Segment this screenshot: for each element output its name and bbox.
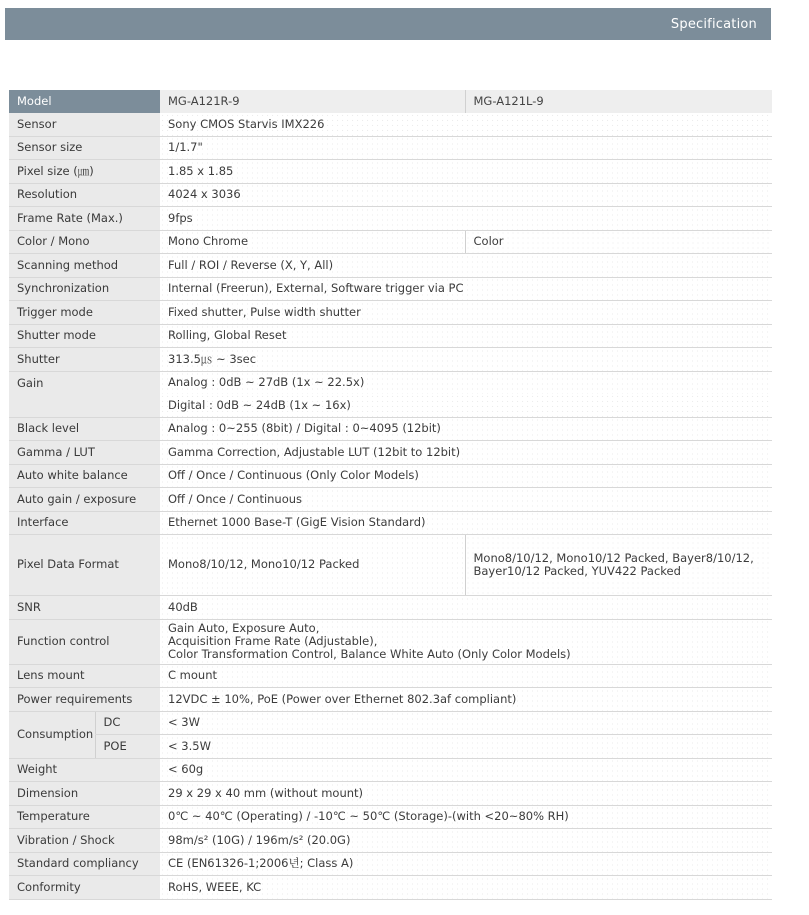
- row-label: Synchronization: [9, 277, 160, 301]
- table-row: [9, 277, 772, 301]
- row-label: Shutter mode: [9, 324, 160, 348]
- consumption-poe-value: < 3.5W: [160, 735, 772, 759]
- function-line2: Acquisition Frame Rate (Adjustable),: [168, 633, 378, 648]
- row-label: Sensor: [9, 113, 160, 136]
- table-row: [9, 535, 772, 596]
- row-label: SNR: [9, 596, 160, 620]
- row-label: Pixel size (㎛): [9, 160, 160, 184]
- table-row: [9, 348, 772, 372]
- row-value: 29 x 29 x 40 mm (without mount): [160, 782, 772, 806]
- row-label: Gamma / LUT: [9, 441, 160, 465]
- table-row: [9, 301, 772, 325]
- row-value: [160, 619, 772, 664]
- row-value: 98m/s² (10G) / 196m/s² (20.0G): [160, 829, 772, 853]
- row-label: Black level: [9, 417, 160, 441]
- spec-table: [9, 90, 772, 900]
- row-label: Temperature: [9, 805, 160, 829]
- table-row: [9, 852, 772, 876]
- row-value-color: Color: [465, 230, 772, 254]
- table-row: [9, 619, 772, 664]
- model-label: Model: [9, 90, 160, 113]
- table-row: [9, 371, 772, 394]
- model-r: MG-A121R-9: [160, 90, 465, 113]
- model-l: MG-A121L-9: [465, 90, 772, 113]
- row-label: Weight: [9, 758, 160, 782]
- function-line3: Color Transformation Control, Balance White Auto (Only Color Models): [168, 647, 571, 662]
- table-row: [9, 207, 772, 231]
- row-value: Analog : 0~255 (8bit) / Digital : 0~4095 (12bit): [160, 417, 772, 441]
- row-label: Vibration / Shock: [9, 829, 160, 853]
- row-value: Fixed shutter, Pulse width shutter: [160, 301, 772, 325]
- row-label: Auto white balance: [9, 464, 160, 488]
- row-label: Frame Rate (Max.): [9, 207, 160, 231]
- table-row: [9, 464, 772, 488]
- table-row: [9, 758, 772, 782]
- table-row: [9, 782, 772, 806]
- consumption-dc-label: DC: [95, 711, 160, 735]
- row-value: Gamma Correction, Adjustable LUT (12bit to 12bit): [160, 441, 772, 465]
- row-value: 4024 x 3036: [160, 183, 772, 207]
- row-value: Ethernet 1000 Base-T (GigE Vision Standard): [160, 511, 772, 535]
- row-value: 12VDC ± 10%, PoE (Power over Ethernet 802.3af compliant): [160, 688, 772, 712]
- row-label: Consumption: [9, 711, 95, 758]
- row-value-digital: Digital : 0dB ~ 24dB (1x ~ 16x): [160, 394, 772, 417]
- table-row: [9, 254, 772, 278]
- row-value: Sony CMOS Starvis IMX226: [160, 113, 772, 136]
- table-row: [9, 805, 772, 829]
- row-value-mono: Mono8/10/12, Mono10/12 Packed: [160, 535, 465, 596]
- row-value-analog: Analog : 0dB ~ 27dB (1x ~ 22.5x): [160, 371, 772, 394]
- row-value-color: [465, 535, 772, 596]
- row-value: 0℃ ~ 40℃ (Operating) / -10℃ ~ 50℃ (Storage)-(with <20~80% RH): [160, 805, 772, 829]
- row-value: < 60g: [160, 758, 772, 782]
- row-value: Full / ROI / Reverse (X, Y, All): [160, 254, 772, 278]
- table-row: [9, 711, 772, 735]
- table-row: [9, 136, 772, 160]
- table-row: [9, 113, 772, 136]
- row-value: 313.5㎲ ~ 3sec: [160, 348, 772, 372]
- spec-header-banner: [5, 8, 771, 40]
- row-label: Interface: [9, 511, 160, 535]
- row-label: Lens mount: [9, 664, 160, 688]
- row-label: Pixel Data Format: [9, 535, 160, 596]
- table-row: [9, 417, 772, 441]
- row-value: 1.85 x 1.85: [160, 160, 772, 184]
- row-label: Resolution: [9, 183, 160, 207]
- row-value: 9fps: [160, 207, 772, 231]
- row-value: Rolling, Global Reset: [160, 324, 772, 348]
- row-label: Color / Mono: [9, 230, 160, 254]
- consumption-dc-value: < 3W: [160, 711, 772, 735]
- row-label: Standard compliancy: [9, 852, 160, 876]
- table-row: [9, 160, 772, 184]
- function-line1: Gain Auto, Exposure Auto,: [168, 620, 320, 635]
- row-value-mono: Mono Chrome: [160, 230, 465, 254]
- table-row: [9, 183, 772, 207]
- table-row: [9, 441, 772, 465]
- table-row: [9, 664, 772, 688]
- consumption-poe-label: POE: [95, 735, 160, 759]
- row-label: Sensor size: [9, 136, 160, 160]
- table-row: [9, 596, 772, 620]
- table-row: [9, 876, 772, 900]
- row-label: Scanning method: [9, 254, 160, 278]
- row-label: Auto gain / exposure: [9, 488, 160, 512]
- pixel-format-color-line1: Mono8/10/12, Mono10/12 Packed, Bayer8/10/12,: [473, 550, 754, 565]
- row-value: Off / Once / Continuous (Only Color Models): [160, 464, 772, 488]
- row-value: C mount: [160, 664, 772, 688]
- row-label: Shutter: [9, 348, 160, 372]
- row-label: Trigger mode: [9, 301, 160, 325]
- spec-title: Specification: [670, 16, 757, 32]
- row-value: 1/1.7": [160, 136, 772, 160]
- table-header-row: [9, 90, 772, 113]
- row-label: Function control: [9, 619, 160, 664]
- row-label: Gain: [9, 371, 160, 417]
- table-row: [9, 511, 772, 535]
- table-row: [9, 324, 772, 348]
- row-label: Conformity: [9, 876, 160, 900]
- row-value: 40dB: [160, 596, 772, 620]
- row-label: Dimension: [9, 782, 160, 806]
- row-value: Internal (Freerun), External, Software trigger via PC: [160, 277, 772, 301]
- row-label: Power requirements: [9, 688, 160, 712]
- row-value: RoHS, WEEE, KC: [160, 876, 772, 900]
- row-value: Off / Once / Continuous: [160, 488, 772, 512]
- row-value: CE (EN61326-1;2006년; Class A): [160, 852, 772, 876]
- table-row: [9, 688, 772, 712]
- table-row: [9, 230, 772, 254]
- table-row: [9, 829, 772, 853]
- pixel-format-color-line2: Bayer10/12 Packed, YUV422 Packed: [473, 564, 681, 578]
- table-row: [9, 735, 772, 759]
- table-row: [9, 488, 772, 512]
